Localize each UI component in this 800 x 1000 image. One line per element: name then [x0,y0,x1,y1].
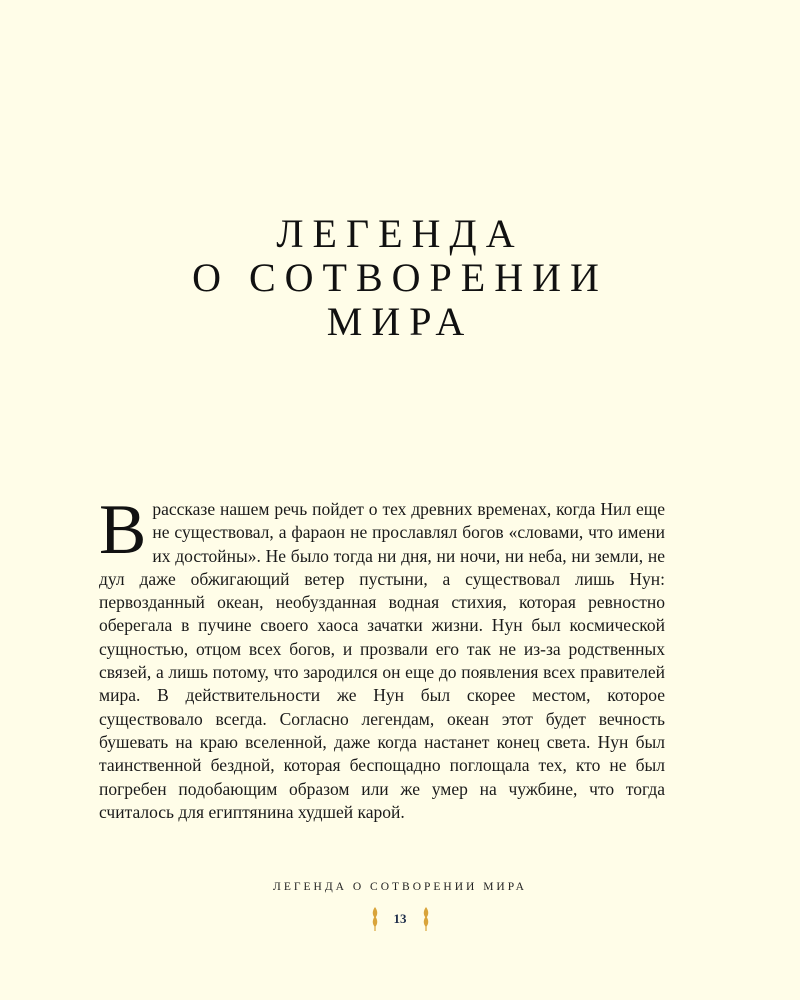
drop-cap: В [99,491,147,569]
wheat-ornament-left-icon [370,906,380,932]
chapter-title-line-3: МИРА [326,299,474,344]
body-paragraph [99,491,665,824]
wheat-ornament-right-icon [421,906,431,932]
body-paragraph-text: рассказе нашем речь пойдет о тех древних временах, когда Нил еще не существовал, а фараон не прославлял богов «словами, что имени их достойны». Не было тогда ни дня, ни ночи, ни неба, ни земли, не дул даже обжигающий ветер пустыни, а существовал лишь Нун: первозданный океан, необузданная водная стихия, которая ревностно оберегала в пучине своего хаоса зачатки жизни. Нун был космической сущностью, отцом всех богов, и прозвали его так не из-за родственных связей, а лишь потому, что зародился он еще до появления всех правителей мира. В действительности же Нун был скорее местом, которое существовало всегда. Согласно легендам, океан этот будет вечность бушевать на краю вселенной, даже когда настанет конец света. Нун был таинственной бездной, которая беспощадно поглощала тех, кто не был погребен подобающим образом или же умер на чужбине, что тогда считалось для египтянина худшей карой. [99,499,665,822]
page-number: 13 [393,911,407,926]
chapter-title-line-2: О СОТВОРЕНИИ [192,255,608,300]
page-number-row [0,906,800,932]
running-footer-title: ЛЕГЕНДА О СОТВОРЕНИИ МИРА [273,881,527,893]
chapter-title [0,212,800,344]
chapter-title-line-1: ЛЕГЕНДА [276,211,524,256]
